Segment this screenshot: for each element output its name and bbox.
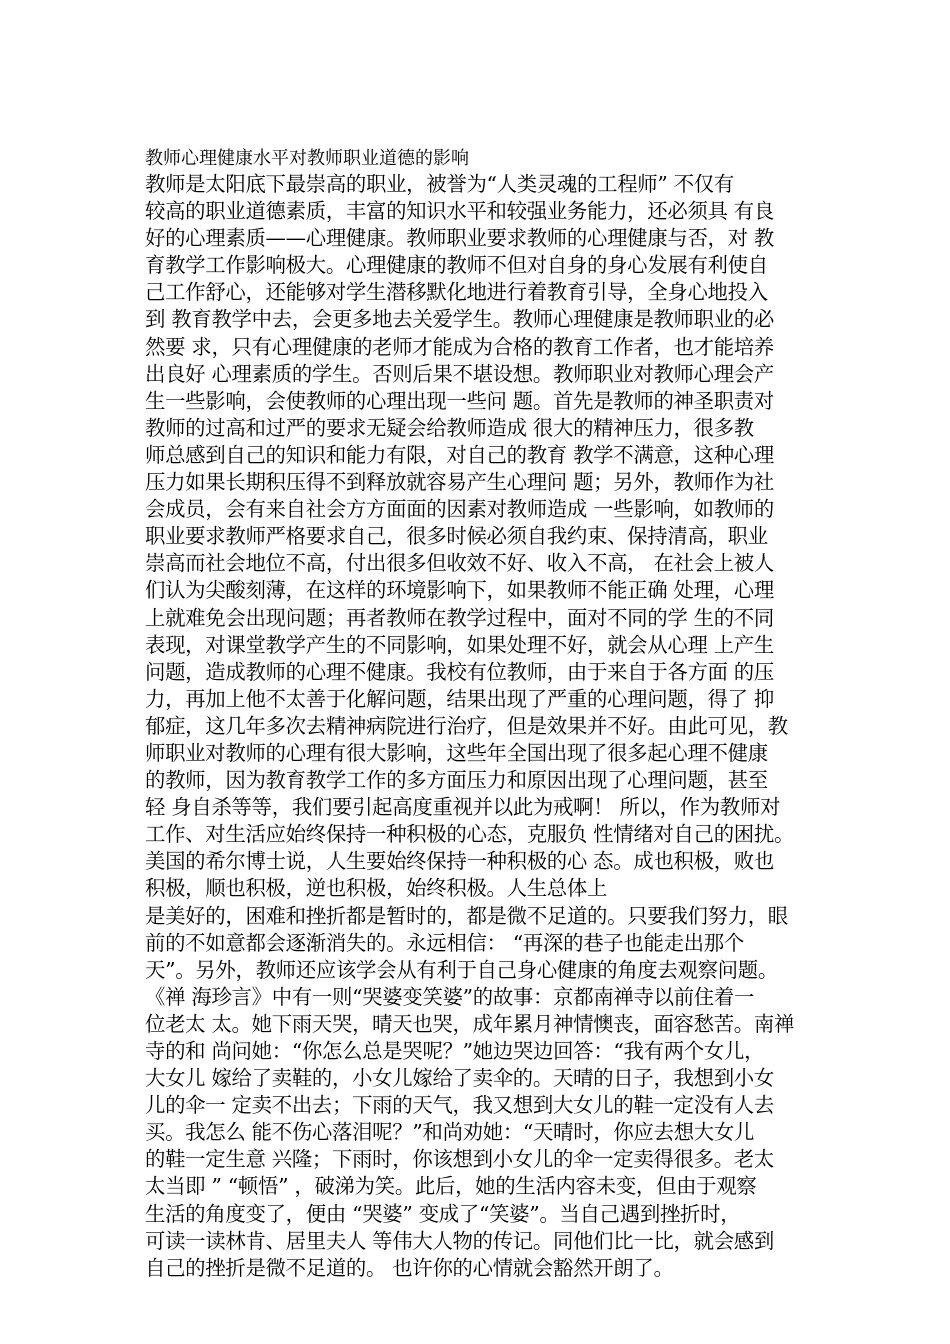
text-line: 位老太 太。她下雨天哭，晴天也哭，成年累月神情懊丧，面容愁苦。南禅 [145,1011,795,1036]
text-line: 《禅 海珍言》中有一则“哭婆变笑婆”的故事：京都南禅寺以前住着一 [145,984,755,1009]
text-line: 上就难免会出现问题；再者教师在教学过程中，面对不同的学 生的不同 [145,605,774,630]
text-line: 生活的角度变了，便由 “哭婆” 变成了“笑婆”。当自己遇到挫折时， [145,1201,741,1226]
text-line: 自己的挫折是微不足道的。 也许你的心情就会豁然开朗了。 [145,1255,674,1280]
text-line: 然要 求，只有心理健康的老师才能成为合格的教育工作者，也才能培养 [145,334,774,359]
text-line: 前的不如意都会逐渐消失的。永远相信： “再深的巷子也能走出那个 [145,930,744,955]
text-line: 儿的伞一 定卖不出去；下雨的天气，我又想到大女儿的鞋一定没有人去 [145,1093,774,1118]
text-line: 较高的职业道德素质，丰富的知识水平和较强业务能力，还必须具 有良 [145,199,774,224]
text-line: 崇高而社会地位不高，付出很多但收效不好、收入不高， 在社会上被人 [145,551,774,576]
text-line: 可读一读林肯、居里夫人 等伟大人物的传记。同他们比一比，就会感到 [145,1228,774,1253]
text-line: 轻 身自杀等等，我们要引起高度重视并以此为戒啊！ 所以，作为教师对 [145,795,781,820]
text-line: 出良好 心理素质的学生。否则后果不堪设想。教师职业对教师心理会产 [145,361,774,386]
text-line: 好的心理素质——心理健康。教师职业要求教师的心理健康与否，对 教 [145,226,774,251]
text-line: 天”。另外，教师还应该学会从有利于自己身心健康的角度去观察问题。 [145,957,778,982]
text-line: 压力如果长期积压得不到释放就容易产生心理问 题；另外，教师作为社 [145,470,774,495]
text-line: 师总感到自己的知识和能力有限，对自己的教育 教学不满意，这种心理 [145,442,774,467]
text-line: 们认为尖酸刻薄，在这样的环境影响下，如果教师不能正确 处理，心理 [145,578,774,603]
text-line: 太当即 ” “顿悟” ，破涕为笑。此后，她的生活内容未变，但由于观察 [145,1174,757,1199]
text-line: 己工作舒心，还能够对学生潜移默化地进行着教育引导，全身心地投入 [145,280,768,305]
text-line: 是美好的，困难和挫折都是暂时的，都是微不足道的。只要我们努力，眼 [145,903,788,928]
text-line: 寺的和 尚问她：“你怎么总是哭呢？”她边哭边回答：“我有两个女儿， [145,1039,765,1063]
text-line: 的教师，因为教育教学工作的多方面压力和原因出现了心理问题，甚至 [145,768,768,793]
text-line: 会成员，会有来自社会方方面面的因素对教师造成 一些影响，如教师的 [145,497,774,522]
text-line: 育教学工作影响极大。心理健康的教师不但对自身的身心发展有利使自 [145,253,768,278]
text-line: 到 教育教学中去，会更多地去关爱学生。教师心理健康是教师职业的必 [145,307,774,332]
text-line: 美国的希尔博士说，人生要始终保持一种积极的心 态。成也积极，败也 [145,849,774,874]
text-line: 教师的过高和过严的要求无疑会给教师造成 很大的精神压力，很多教 [145,415,754,440]
text-line: 生一些影响，会使教师的心理出现一些问 题。首先是教师的神圣职责对 [145,388,774,413]
text-line: 表现，对课堂教学产生的不同影响，如果处理不好，就会从心理 上产生 [145,632,774,657]
text-line: 的鞋一定生意 兴隆；下雨时，你该想到小女儿的伞一定卖得很多。老太 [145,1147,774,1172]
text-line: 买。我怎么 能不伤心落泪呢？”和尚劝她：“天晴时，你应去想大女儿 [145,1120,755,1145]
text-line: 大女儿 嫁给了卖鞋的，小女儿嫁给了卖伞的。天晴的日子，我想到小女 [145,1066,774,1091]
document-title: 教师心理健康水平对教师职业道德的影响 [145,148,469,169]
document-body [145,146,845,1282]
text-line: 郁症，这几年多次去精神病院进行治疗，但是效果并不好。由此可见，教 [145,713,788,738]
text-line: 力，再加上他不太善于化解问题，结果出现了严重的心理问题，得了 抑 [145,686,774,711]
text-line: 师职业对教师的心理有很大影响，这些年全国出现了很多起心理不健康 [145,740,768,765]
text-line: 问题，造成教师的心理不健康。我校有位教师，由于来自于各方面 的压 [145,659,774,684]
paragraph-text [145,171,845,1282]
text-line: 职业要求教师严格要求自己，很多时候必须自我约束、保持清高，职业 [145,524,768,549]
text-line: 工作、对生活应始终保持一种积极的心态，克服负 性情绪对自己的困扰。 [145,822,795,847]
text-line: 积极，顺也积极，逆也积极，始终积极。人生总体上 [145,876,608,901]
text-line: 教师是太阳底下最崇高的职业，被誉为“人类灵魂的工程师” 不仅有 [145,172,734,196]
